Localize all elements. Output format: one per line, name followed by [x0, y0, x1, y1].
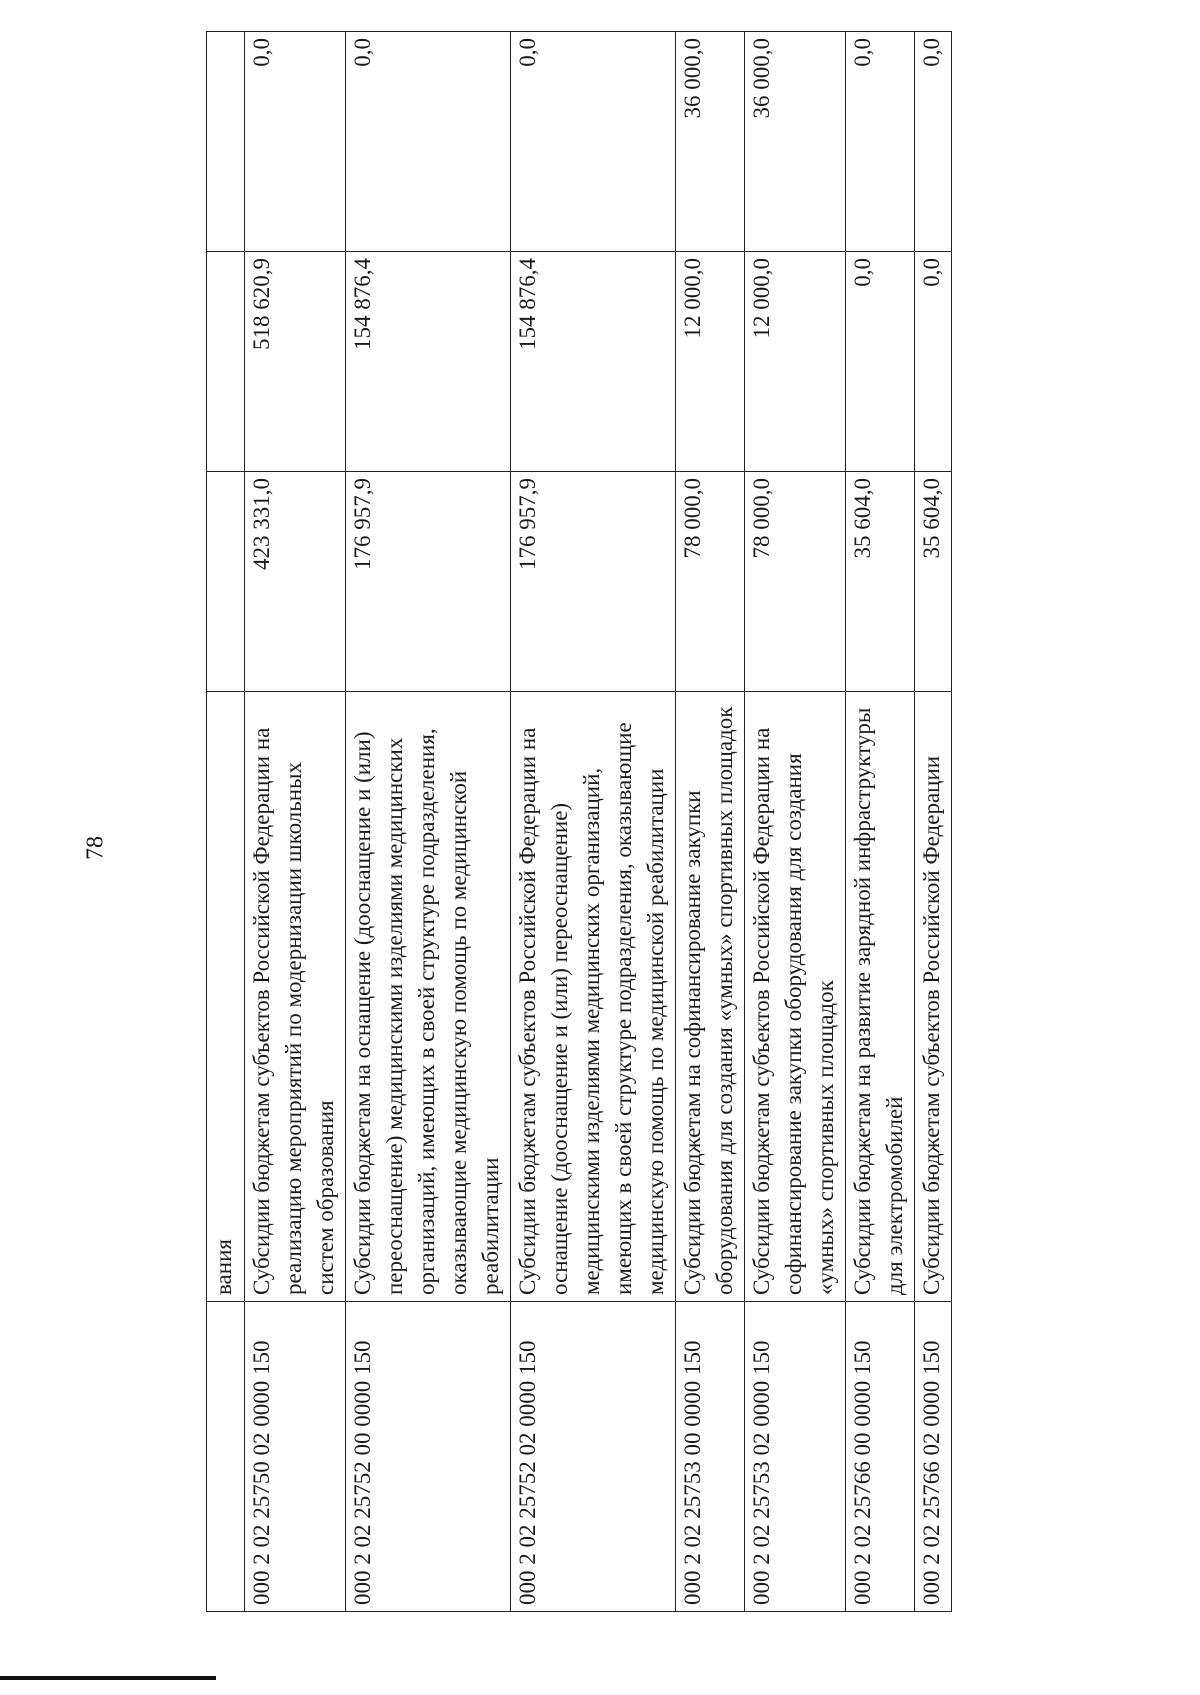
name-cell: Субсидии бюджетам субъектов Российской Федерации	[915, 692, 952, 1302]
value-cell-1: 176 957,9	[346, 472, 511, 692]
code-cell: 000 2 02 25753 00 0000 150	[676, 1302, 745, 1612]
name-cell: Субсидии бюджетам на оснащение (дооснащение и (или) переоснащение) медицинскими изделиями медицинских организаций, имеющих в своей структуре подразделения, оказывающие медицинскую помощь по медицинской реабилитации	[346, 692, 511, 1302]
table-row	[511, 32, 676, 1612]
name-cell: Субсидии бюджетам субъектов Российской Федерации на софинансирование закупки оборудования для создания «умных» спортивных площадок	[745, 692, 846, 1302]
value-cell-2	[207, 252, 245, 472]
value-cell-2: 0,0	[846, 252, 915, 472]
budget-table	[206, 31, 952, 1612]
value-cell-1	[207, 472, 245, 692]
value-cell-1: 176 957,9	[511, 472, 676, 692]
value-cell-2: 12 000,0	[745, 252, 846, 472]
rotated-table-container	[206, 32, 1106, 1612]
name-cell: Субсидии бюджетам на софинансирование закупки оборудования для создания «умных» спортивных площадок	[676, 692, 745, 1302]
value-cell-3: 36 000,0	[745, 32, 846, 252]
value-cell-3: 0,0	[511, 32, 676, 252]
code-cell: 000 2 02 25752 00 0000 150	[346, 1302, 511, 1612]
value-cell-2: 0,0	[915, 252, 952, 472]
value-cell-2: 12 000,0	[676, 252, 745, 472]
value-cell-3: 0,0	[915, 32, 952, 252]
code-cell: 000 2 02 25766 00 0000 150	[846, 1302, 915, 1612]
table-row-header-continuation	[207, 32, 245, 1612]
table-row	[846, 32, 915, 1612]
value-cell-3: 0,0	[245, 32, 346, 252]
page-number: 78	[82, 836, 109, 860]
code-cell	[207, 1302, 245, 1612]
value-cell-2: 154 876,4	[511, 252, 676, 472]
code-cell: 000 2 02 25753 02 0000 150	[745, 1302, 846, 1612]
value-cell-2: 154 876,4	[346, 252, 511, 472]
code-cell: 000 2 02 25750 02 0000 150	[245, 1302, 346, 1612]
table-row	[245, 32, 346, 1612]
table-row	[915, 32, 952, 1612]
code-cell: 000 2 02 25766 02 0000 150	[915, 1302, 952, 1612]
name-cell: Субсидии бюджетам субъектов Российской Федерации на реализацию мероприятий по модернизации школьных систем образования	[245, 692, 346, 1302]
name-cell: Субсидии бюджетам субъектов Российской Федерации на оснащение (дооснащение и (или) переоснащение) медицинскими изделиями медицинских организаций, имеющих в своей структуре подразделения, оказывающие медицинскую помощь по медицинской реабилитации	[511, 692, 676, 1302]
value-cell-3: 36 000,0	[676, 32, 745, 252]
value-cell-1: 78 000,0	[745, 472, 846, 692]
value-cell-1: 35 604,0	[915, 472, 952, 692]
name-cell: Субсидии бюджетам на развитие зарядной инфраструктуры для электромобилей	[846, 692, 915, 1302]
table-row	[346, 32, 511, 1612]
name-cell: вания	[207, 692, 245, 1302]
value-cell-3: 0,0	[346, 32, 511, 252]
value-cell-1: 78 000,0	[676, 472, 745, 692]
table-row	[676, 32, 745, 1612]
value-cell-2: 518 620,9	[245, 252, 346, 472]
value-cell-3	[207, 32, 245, 252]
code-cell: 000 2 02 25752 02 0000 150	[511, 1302, 676, 1612]
value-cell-1: 35 604,0	[846, 472, 915, 692]
value-cell-3: 0,0	[846, 32, 915, 252]
table-row	[745, 32, 846, 1612]
bottom-rule	[0, 1676, 216, 1680]
value-cell-1: 423 331,0	[245, 472, 346, 692]
budget-table-body	[207, 32, 952, 1612]
